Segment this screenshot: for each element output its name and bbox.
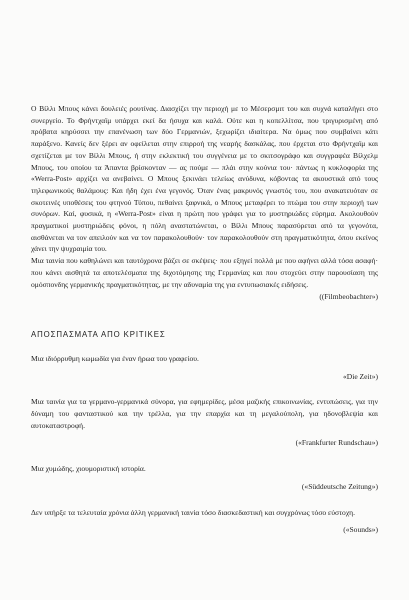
review-excerpt xyxy=(31,353,378,382)
review-text: Δεν υπήρξε τα τελευταία χρόνια άλλη γερμανική ταινία τόσο διασκεδαστική και συγχρόνως τόσο εύστοχη. xyxy=(31,507,356,517)
review-excerpt xyxy=(31,463,378,492)
excerpts-heading: ΑΠΟΣΠΑΣΜΑΤΑ ΑΠΟ ΚΡΙΤΙΚΕΣ xyxy=(31,329,166,339)
review-text: Μια ιδιόρρυθμη κωμωδία για έναν ήρωα του γραφείου. xyxy=(31,353,199,363)
page-content xyxy=(31,103,378,536)
excerpts-list xyxy=(31,353,378,536)
article-body-second: Μια ταινία που καθηλώνει και ταυτόχρονα βάζει σε σκέψεις· που εξηγεί πολλά με που αφήνει αλλά τόσα ασαφή· που κάνει αισθητά τα αποτελέσματα της διχοτόμησης της Γερμανίας και που στοχεύει στην παρουσίαση της ομόσπονδης γερμανικής πραγματικότητας, με την αδυναμία της για εντυπωσιακές ειδήσεις. xyxy=(31,256,378,289)
review-source: («Süddeutsche Zeitung») xyxy=(301,481,378,491)
review-text: Μια ταινία για τα γερμανο-γερμανικά σύνορα, για εφημερίδες, μέσα μαζικής επικοινωνίας, εντυπώσεις, για την δύναμη του φανταστικού και την τρέλλα, για την επαρχία και τη μεγαλούπολη, για ηδονοβλεψία και αυτοκαταστροφή. xyxy=(31,397,378,430)
review-source: («Sounds») xyxy=(343,525,378,535)
review-source: «Die Zeit») xyxy=(343,371,378,381)
article-body: Ο Βίλλι Μπους κάνει δουλειές ρουτίνας. Διασχίζει την περιοχή με το Μέσερσμιτ του και συχνά καταλήγει στο συνεργείο. Το Φρήντχαϊμ υπάρχει εκεί δα ήσυχα και καλά. Ούτε και η κοπελλίτσα, που τριγυρισμένη από πρόβατα κηρύσσει την επανένωση των δύο Γερμανιών, ξεχωρίζει ιδιαίτερα. Να όμως που συμβαίνει κάτι παράξενο. Κανείς δεν ξέρει αν οφείλεται στην επιρροή της νεαρής δασκάλας, που έρχεται στο Φρήντχαϊμ και σχετίζεται με τον Βίλλι Μπους, ή στην εκλεκτική του συγγένεια με το σκιτσογράφο και συγγραφέα Βίλχελμ Μπους, του οποίου τα Άπαντα βρίσκονταν — ας πούμε — πλάι στην κούνια του· πάντως η κυκλοφορία της «Werra-Post» αρχίζει να ανεβαίνει. Ο Μπους ξεκινάει τελείως ανύδυνα, κόβοντας τα ακουστικά από τους τηλεφωνικούς θαλάμους: Και ήδη έχει ένα γεγονός. Όταν ένας μακρυνός γνωστός του, που ανακατευόταν σε σκοτεινές υποθέσεις του φτηνού Τύπου, πεθαίνει ξαφνικά, ο Μπους μεταφέρει το πτώμα του στην περιοχή των συνόρων. Καί, φυσικά, η «Werra-Post» είναι η πρώτη που γράφει για το μυστηριώδες εύρημα. Ακολουθούν πραγματικοί μυστηριώδεις φόνοι, η πόλη αναστατώνεται, ο Βίλλι Μπους παρασύρεται από τα γεγονότα, αισθάνεται να τον απειλούν και να τον παρακολουθούν· τον παρακολουθούν στη πραγματικότητα, όπου εκείνος χάνει την ψυχραιμία του. xyxy=(31,104,378,254)
review-source: («Frankfurter Rundschau») xyxy=(295,438,378,448)
review-excerpt xyxy=(31,507,378,536)
review-excerpt xyxy=(31,396,378,449)
article-source: ((Filmbeobachter») xyxy=(319,292,378,302)
review-text: Μια χυμώδης, χιουμοριστική ιστορία. xyxy=(31,464,146,474)
